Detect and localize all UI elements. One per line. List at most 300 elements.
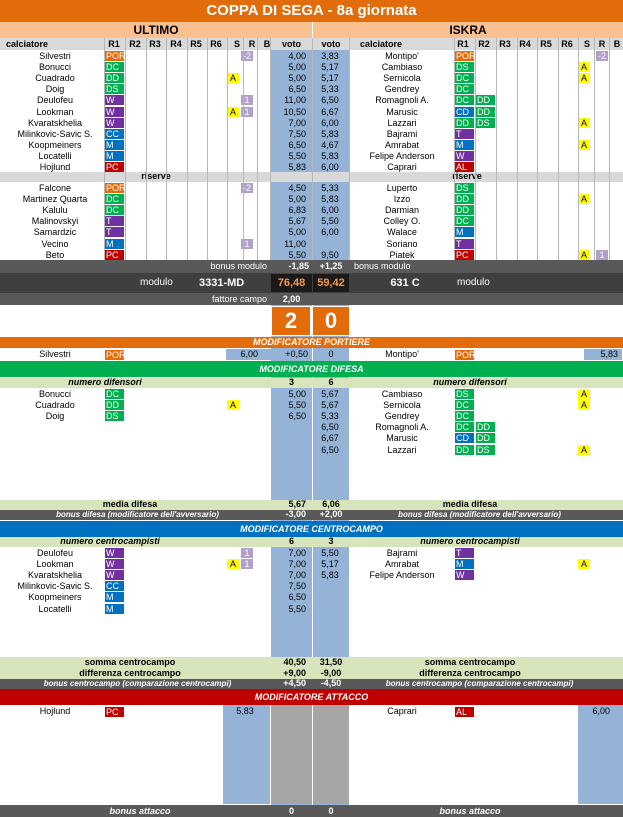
role-badge: M xyxy=(455,559,474,569)
role-badge: DD xyxy=(476,422,495,432)
player-score: 6,67 xyxy=(321,106,339,117)
header-slot-right: B xyxy=(613,39,621,49)
player-name: Lookman xyxy=(36,559,74,570)
player-score: 5,67 xyxy=(288,216,306,227)
player-score: 5,50 xyxy=(288,400,306,411)
grid-line xyxy=(609,38,610,260)
difesa-bonus-right: +2,00 xyxy=(319,509,343,519)
header-slot-left: B xyxy=(263,39,271,49)
grid-line xyxy=(578,38,579,260)
player-score: 6,50 xyxy=(321,444,339,455)
yellow-card-badge: A xyxy=(578,140,590,150)
player-score: 5,00 xyxy=(288,73,306,84)
header-slot-left: R xyxy=(248,39,256,49)
player-name: Beto xyxy=(45,249,65,260)
yellow-card-badge: A xyxy=(578,62,590,72)
role-badge: PC xyxy=(455,250,474,260)
grid-line xyxy=(207,38,208,260)
player-name: Colley O. xyxy=(383,216,421,227)
player-score: 7,00 xyxy=(288,559,306,570)
centro-diff-left: +9,00 xyxy=(283,668,306,678)
role-badge: W xyxy=(105,118,124,128)
header-slot-right: R5 xyxy=(540,39,552,49)
player-score: 5,17 xyxy=(321,73,339,84)
yellow-card-badge: A xyxy=(227,107,239,117)
yellow-card-badge: A xyxy=(578,389,590,399)
player-name: Lazzari xyxy=(387,117,417,128)
player-score: 5,83 xyxy=(321,194,339,205)
grid-line xyxy=(187,38,188,260)
attacco-bonus-left: 0 xyxy=(288,806,294,816)
player-name: Marusic xyxy=(386,106,418,117)
yellow-card-badge: A xyxy=(578,250,590,260)
player-name: Felipe Anderson xyxy=(369,150,435,161)
player-name: Luperto xyxy=(386,183,418,193)
role-badge: POR xyxy=(106,183,126,193)
header-player-left: calciatore xyxy=(6,39,49,49)
role-badge: AL xyxy=(455,162,474,172)
player-name: Bajrami xyxy=(386,128,418,139)
role-badge: DS xyxy=(455,183,474,193)
portiere-right-score: 5,83 xyxy=(600,349,618,359)
role-badge: W xyxy=(105,570,124,580)
player-name: Cuadrado xyxy=(35,400,75,411)
attacco-left-name: Hojlund xyxy=(39,706,71,716)
role-badge: W xyxy=(105,559,124,569)
player-score: 5,00 xyxy=(288,227,306,238)
role-badge: M xyxy=(455,140,474,150)
role-badge: DS xyxy=(455,62,474,72)
role-badge: DD xyxy=(476,107,495,117)
role-badge: POR xyxy=(456,350,476,360)
grid-line xyxy=(125,38,126,260)
result-right: 0 xyxy=(313,307,349,335)
yellow-card-badge: A xyxy=(227,73,239,83)
role-badge: DD xyxy=(476,95,495,105)
difesa-count-right: 6 xyxy=(328,377,334,387)
player-name: Kalulu xyxy=(42,205,68,216)
header-slot-right: R xyxy=(598,39,606,49)
player-name: Bonucci xyxy=(38,62,72,73)
fattore-campo-label: fattore campo xyxy=(211,294,267,304)
yellow-card-badge: A xyxy=(578,73,590,83)
player-name: Caprari xyxy=(387,162,417,172)
player-name: Sernicola xyxy=(383,400,421,411)
difesa-bonus-label-left: bonus difesa (modificatore dell'avversario) xyxy=(56,510,219,519)
header-score-left: voto xyxy=(282,39,301,49)
header-slot-left: R1 xyxy=(108,39,120,49)
player-score: 5,83 xyxy=(321,150,339,161)
modifier-badge: -2 xyxy=(242,51,251,61)
team-right-name: ISKRA xyxy=(313,22,623,38)
player-score: 3,83 xyxy=(321,51,339,61)
role-badge: T xyxy=(455,548,474,558)
modulo-left-formation: 3331-MD xyxy=(199,277,245,289)
centro-somma-label-left: somma centrocampo xyxy=(84,657,176,667)
yellow-card-badge: A xyxy=(227,400,239,410)
player-score: 6,67 xyxy=(321,433,339,444)
attacco-right-score: 6,00 xyxy=(592,706,610,716)
player-name: Kvaratskhelia xyxy=(27,117,83,128)
player-name: Malinovskyi xyxy=(31,216,79,227)
player-score: 4,00 xyxy=(288,51,306,61)
page-title: COPPA DI SEGA - 8a giornata xyxy=(0,0,623,22)
difesa-media-left: 5,67 xyxy=(288,499,306,509)
role-badge: DD xyxy=(455,445,474,455)
role-badge: W xyxy=(455,570,474,580)
player-name: Montipo' xyxy=(385,51,419,61)
role-badge: M xyxy=(105,239,124,249)
modulo-label-right: modulo xyxy=(457,277,490,288)
player-score: 7,00 xyxy=(288,570,306,581)
role-badge: POR xyxy=(106,51,126,61)
player-name: Lazzari xyxy=(387,444,417,455)
yellow-card-badge: A xyxy=(578,194,590,204)
player-score: 5,50 xyxy=(288,150,306,161)
role-badge: T xyxy=(105,216,124,226)
bonus-modulo-label-left: bonus modulo xyxy=(210,261,267,271)
player-score: 5,83 xyxy=(288,162,306,172)
player-name: Izzo xyxy=(393,194,411,205)
role-badge: DC xyxy=(455,422,474,432)
player-name: Vecino xyxy=(41,238,69,249)
team-left-name: ULTIMO xyxy=(0,22,312,38)
yellow-card-badge: A xyxy=(578,400,590,410)
yellow-card-badge: A xyxy=(578,559,590,569)
grid-line xyxy=(227,38,228,260)
role-badge: DS xyxy=(105,411,124,421)
player-name: Romagnoli A. xyxy=(375,95,429,106)
modifier-badge: 1 xyxy=(241,95,253,105)
centro-count-label-right: numero centrocampisti xyxy=(420,536,520,546)
player-name: Koopmeiners xyxy=(28,139,82,150)
role-badge: T xyxy=(455,129,474,139)
grid-line xyxy=(454,38,455,260)
grid-line xyxy=(257,38,258,260)
total-left: 76,48 xyxy=(271,274,312,292)
role-badge: DD xyxy=(455,194,474,204)
section-attacco-title: MODIFICATORE ATTACCO xyxy=(0,689,623,705)
role-badge: M xyxy=(105,592,124,602)
reserves-label-left: riserve xyxy=(141,171,171,181)
header-player-right: calciatore xyxy=(360,39,403,49)
role-badge: DC xyxy=(105,389,124,399)
attacco-left-col xyxy=(223,705,270,804)
role-badge: DD xyxy=(455,205,474,215)
player-score: 5,50 xyxy=(321,548,339,558)
header-slot-right: R6 xyxy=(561,39,573,49)
difesa-media-right: 6,06 xyxy=(322,499,340,509)
player-score: 6,50 xyxy=(321,422,339,433)
grid-line xyxy=(349,38,350,260)
attacco-bonus-label-right: bonus attacco xyxy=(439,806,501,816)
modifier-badge: -2 xyxy=(242,183,251,193)
role-badge: PC xyxy=(105,162,124,172)
header-slot-right: S xyxy=(583,39,590,49)
attacco-right-grey xyxy=(313,705,349,804)
header-score-right: voto xyxy=(321,39,341,49)
role-badge: DS xyxy=(105,84,124,94)
grid-line xyxy=(537,38,538,260)
player-score: 7,00 xyxy=(288,117,306,128)
player-name: Deulofeu xyxy=(36,548,74,558)
attacco-right-name: Caprari xyxy=(387,706,417,716)
player-score: 5,50 xyxy=(288,249,306,260)
modifier-badge: 1 xyxy=(241,107,253,117)
modifier-badge: 1 xyxy=(241,548,253,558)
section-portiere-title: MODIFICATORE PORTIERE xyxy=(0,337,623,348)
grid-line xyxy=(146,38,147,260)
player-name: Locatelli xyxy=(38,603,72,614)
grid-line xyxy=(270,38,271,260)
player-name: Piatek xyxy=(389,249,415,260)
player-name: Milinkovic-Savic S. xyxy=(17,128,93,139)
role-badge: CC xyxy=(105,581,124,591)
modifier-badge: 1 xyxy=(241,239,253,249)
reserves-label-right: riserve xyxy=(452,171,482,181)
player-score: 11,00 xyxy=(284,95,306,106)
role-badge: W xyxy=(105,107,124,117)
grid-line xyxy=(104,38,105,260)
player-score: 6,00 xyxy=(321,205,339,216)
player-name: Romagnoli A. xyxy=(375,422,429,433)
header-slot-right: R4 xyxy=(519,39,531,49)
player-score: 5,33 xyxy=(321,183,339,193)
role-badge: AL xyxy=(455,707,474,717)
role-badge: W xyxy=(455,151,474,161)
role-badge: DC xyxy=(105,62,124,72)
player-score: 7,00 xyxy=(288,548,306,558)
role-badge: DC xyxy=(455,400,474,410)
centro-count-left: 6 xyxy=(288,536,294,546)
header-slot-left: R6 xyxy=(210,39,222,49)
role-badge: DC xyxy=(455,411,474,421)
role-badge: PC xyxy=(105,250,124,260)
header-slot-left: R4 xyxy=(170,39,182,49)
centro-somma-right: 31,50 xyxy=(319,657,343,667)
role-badge: M xyxy=(105,604,124,614)
player-name: Doig xyxy=(45,411,65,422)
role-badge: CD xyxy=(455,433,474,443)
grid-line xyxy=(496,38,497,260)
centro-bonus-label-right: bonus centrocampo (comparazione centrocampi) xyxy=(385,679,574,688)
player-name: Bajrami xyxy=(386,548,418,558)
bonus-modulo-left: -1,85 xyxy=(288,261,309,271)
player-score: 5,00 xyxy=(288,194,306,205)
difesa-count-left: 3 xyxy=(288,377,294,387)
player-score: 5,00 xyxy=(288,62,306,73)
player-name: Gendrey xyxy=(384,84,420,95)
role-badge: DC xyxy=(105,205,124,215)
player-score: 11,00 xyxy=(284,238,306,249)
modifier-badge: 1 xyxy=(596,250,608,260)
role-badge: W xyxy=(105,95,124,105)
role-badge: M xyxy=(455,227,474,237)
modifier-badge: 1 xyxy=(241,559,253,569)
player-name: Locatelli xyxy=(38,150,72,161)
role-badge: DC xyxy=(455,216,474,226)
role-badge: PC xyxy=(105,707,124,717)
difesa-count-label-left: numero difensori xyxy=(68,377,142,387)
portiere-right-name: Montipo' xyxy=(385,349,419,359)
role-badge: DD xyxy=(105,73,124,83)
attacco-left-score: 5,83 xyxy=(236,706,254,716)
fattore-campo-value: 2,00 xyxy=(282,294,301,304)
player-score: 6,50 xyxy=(321,95,339,106)
centro-bonus-left: +4,50 xyxy=(283,678,306,688)
section-difesa-title: MODIFICATORE DIFESA xyxy=(0,361,623,377)
yellow-card-badge: A xyxy=(578,445,590,455)
header-slot-right: R3 xyxy=(499,39,511,49)
modulo-right-formation: 631 C xyxy=(390,277,420,289)
player-name: Cuadrado xyxy=(35,73,75,84)
player-name: Martinez Quarta xyxy=(22,194,88,205)
header-slot-right: R1 xyxy=(457,39,469,49)
role-badge: M xyxy=(105,140,124,150)
player-name: Walace xyxy=(387,227,417,238)
player-score: 5,33 xyxy=(321,411,339,422)
player-score: 6,50 xyxy=(288,411,306,422)
player-score: 5,17 xyxy=(321,559,339,570)
player-score: 4,50 xyxy=(288,183,306,193)
total-right: 59,42 xyxy=(313,274,349,292)
centro-somma-label-right: somma centrocampo xyxy=(424,657,516,667)
role-badge: DC xyxy=(455,73,474,83)
attacco-bonus-right: 0 xyxy=(328,806,334,816)
grid-line xyxy=(312,38,313,260)
player-name: Doig xyxy=(45,84,65,95)
role-badge: DD xyxy=(476,433,495,443)
header-slot-right: R2 xyxy=(478,39,490,49)
grid-line xyxy=(243,38,244,260)
player-score: 5,33 xyxy=(321,84,339,95)
grid-line xyxy=(517,38,518,260)
result-left: 2 xyxy=(272,307,310,335)
centro-bonus-label-left: bonus centrocampo (comparazione centrocampi) xyxy=(43,679,232,688)
role-badge: POR xyxy=(106,350,126,360)
role-badge: DD xyxy=(105,400,124,410)
portiere-left-name: Silvestri xyxy=(39,349,71,359)
player-name: Cambiaso xyxy=(381,62,423,73)
section-centrocampo-title: MODIFICATORE CENTROCAMPO xyxy=(0,521,623,537)
portiere-right-value: 0 xyxy=(328,349,334,359)
player-score: 6,50 xyxy=(288,84,306,95)
role-badge: DS xyxy=(455,389,474,399)
player-score: 6,50 xyxy=(288,139,306,150)
player-score: 7,50 xyxy=(288,581,306,592)
player-name: Gendrey xyxy=(384,411,420,422)
role-badge: POR xyxy=(456,51,476,61)
role-badge: T xyxy=(455,239,474,249)
bonus-modulo-right: +1,25 xyxy=(319,261,343,271)
difesa-bonus-label-right: bonus difesa (modificatore dell'avversario) xyxy=(398,510,561,519)
role-badge: W xyxy=(105,548,124,558)
player-score: 5,00 xyxy=(288,389,306,399)
yellow-card-badge: A xyxy=(578,118,590,128)
role-badge: DD xyxy=(455,118,474,128)
role-badge: M xyxy=(105,151,124,161)
grid-line xyxy=(594,38,595,260)
header-slot-left: R2 xyxy=(129,39,141,49)
player-name: Milinkovic-Savic S. xyxy=(17,581,93,592)
player-name: Amrabat xyxy=(384,139,419,150)
player-score xyxy=(313,239,347,250)
player-score: 5,50 xyxy=(288,603,306,614)
player-name: Koopmeiners xyxy=(28,592,82,603)
player-name: Felipe Anderson xyxy=(369,570,435,581)
header-slot-left: R3 xyxy=(149,39,161,49)
attacco-bonus-label-left: bonus attacco xyxy=(109,806,171,816)
player-score: 6,83 xyxy=(288,205,306,216)
player-name: Soriano xyxy=(386,238,418,249)
player-name: Falcone xyxy=(38,183,72,193)
player-score: 6,00 xyxy=(321,227,339,238)
attacco-left-grey xyxy=(271,705,312,804)
role-badge: T xyxy=(105,227,124,237)
portiere-left-score: 6,00 xyxy=(240,349,258,359)
player-score: 6,50 xyxy=(288,592,306,603)
header-slot-left: R5 xyxy=(190,39,202,49)
role-badge: DS xyxy=(476,118,495,128)
grid-line xyxy=(166,38,167,260)
player-name: Sernicola xyxy=(383,73,421,84)
player-score: 5,17 xyxy=(321,62,339,73)
centro-count-label-left: numero centrocampisti xyxy=(60,536,160,546)
player-name: Marusic xyxy=(386,433,418,444)
grid-line xyxy=(558,38,559,260)
player-name: Darmian xyxy=(384,205,419,216)
player-score: 5,67 xyxy=(321,389,339,399)
player-name: Silvestri xyxy=(39,51,71,61)
centro-diff-label-right: differenza centrocampo xyxy=(419,668,521,678)
player-name: Samardzic xyxy=(33,227,77,238)
bonus-modulo-label-right: bonus modulo xyxy=(354,261,411,271)
grid-line xyxy=(475,38,476,260)
player-score: 9,50 xyxy=(321,249,339,260)
role-badge: DS xyxy=(476,445,495,455)
player-score: 4,67 xyxy=(321,139,339,150)
centro-somma-left: 40,50 xyxy=(283,657,306,667)
role-badge: DC xyxy=(455,84,474,94)
difesa-media-label-right: media difesa xyxy=(442,499,498,509)
centro-diff-right: -9,00 xyxy=(320,668,342,678)
player-name: Deulofeu xyxy=(36,95,74,106)
player-name: Amrabat xyxy=(384,559,419,570)
centro-count-right: 3 xyxy=(328,536,334,546)
player-score: 6,00 xyxy=(321,117,339,128)
player-name: Cambiaso xyxy=(381,389,423,399)
player-score: 5,67 xyxy=(321,400,339,411)
role-badge: DC xyxy=(105,194,124,204)
header-slot-left: S xyxy=(233,39,240,49)
player-name: Lookman xyxy=(36,106,74,117)
role-badge: DC xyxy=(455,95,474,105)
player-name: Hojlund xyxy=(39,162,71,172)
role-badge: CC xyxy=(105,129,124,139)
yellow-card-badge: A xyxy=(227,559,239,569)
centro-bonus-right: -4,50 xyxy=(320,678,342,688)
player-score: 6,00 xyxy=(321,162,339,172)
player-name: Bonucci xyxy=(38,389,72,399)
player-score: 5,83 xyxy=(321,128,339,139)
player-score: 5,50 xyxy=(321,216,339,227)
role-badge: CD xyxy=(455,107,474,117)
modifier-badge: -2 xyxy=(597,51,606,61)
attacco-right-col xyxy=(578,705,623,804)
portiere-left-mod: +0,50 xyxy=(285,349,308,359)
centro-diff-label-left: differenza centrocampo xyxy=(79,668,181,678)
player-score: 5,83 xyxy=(321,570,339,581)
